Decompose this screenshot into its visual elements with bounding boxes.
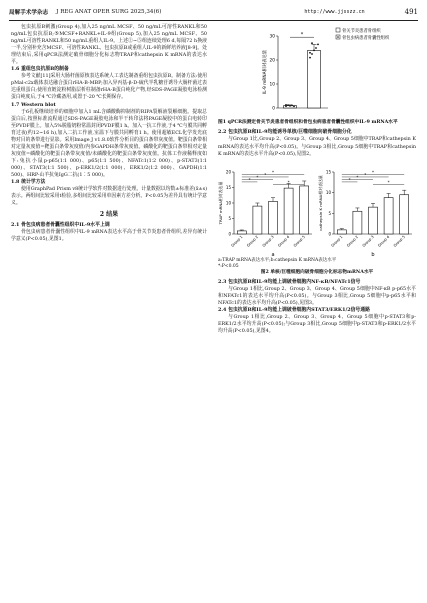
x-tick-label: Group 3 bbox=[361, 234, 375, 248]
legend-swatch-control bbox=[336, 28, 340, 32]
bar-group-5 bbox=[300, 186, 309, 234]
y-tick-label: 0 bbox=[272, 106, 275, 112]
section-heading: 2.1 骨包虫病患者骨囊性组织中IL-9水平上调 bbox=[11, 222, 110, 229]
y-tick-label: 15 bbox=[225, 184, 231, 190]
y-axis-label: cathepsin K mRNA相对表达量 bbox=[318, 174, 323, 231]
section-heading: 1.7 Western blot bbox=[11, 101, 56, 108]
legend-dot bbox=[337, 36, 339, 38]
bar-group-5 bbox=[400, 194, 409, 233]
figure-2-note-sig: *:P<0.05 bbox=[218, 263, 239, 269]
paragraph: 于6孔板继续培养的细胞中加入1 mL含磷酸酶抑制剂的RIPA裂解液裂解细胞。提取总蛋白后,按照标准流程通过SDS-PAGE凝胶电泳和半干转印法将PAGE凝胶中的蛋白电转印至PVDF膜上。加入5%脱脂奶粉常温封闭PVDF膜1 h。加入一抗工作液,于4 ℃与膜共同孵育过夜(约12~16 h),加入二抗工作液,室温下与膜共同孵育1 h。使用超敏ECL化学发光底物对目的条带进行显影。采用Image J v1.8.0软件分析目的蛋白条带灰度值。靶蛋白条带相对定量灰度值=靶蛋白条带灰度值/内参GAPDH条带灰度值。磷酸化的靶蛋白条带相对定量灰度值=磷酸化的靶蛋白条带灰度值/未磷酸化的靶蛋白条带灰度值。抗体工作液稀释度如下:兔抗小鼠p-p65(1∶1 000)、p65(1∶1 500)、NFATc1(1∶2 000)、p-STAT3(1∶1 000)、STAT3(1∶1 500)、p-ERK1/2(1∶1 000)、ERK1/2(1∶2 000)、GAPDH(1∶1 500)、HRP-山羊抗兔IgG二抗(1∶5 000)。 bbox=[11, 108, 207, 178]
x-tick-label: Group 2 bbox=[246, 234, 260, 248]
data-point bbox=[291, 104, 293, 106]
sig-marker: * bbox=[348, 176, 351, 182]
data-point bbox=[287, 104, 289, 106]
y-tick-label: 10 bbox=[225, 200, 231, 206]
data-point bbox=[311, 42, 313, 44]
legend-label-case: 骨包虫病患者骨囊性组织 bbox=[342, 36, 390, 41]
bar-group-2 bbox=[353, 211, 362, 234]
bar-group-1 bbox=[337, 229, 346, 233]
data-point bbox=[309, 57, 311, 59]
bar-group-3 bbox=[369, 207, 378, 234]
data-point bbox=[289, 105, 291, 107]
x-tick-label: Group 4 bbox=[277, 234, 291, 248]
y-tick-label: 15 bbox=[325, 169, 331, 175]
paragraph: 参考文献[11]采用大肠杆菌原核表达系统人工表达制备重组包虫抗原B。制备方法:使用pMal-c2x载体表达融合蛋白rHA-B-MBP;加入异丙基-β-D-硫代半乳糖苷诱导大肠杆菌过表达重组蛋白;使用直链淀粉树脂层析柱制备rHA-B蛋白纯化产物,经SDS-PAGE凝胶电泳检测蛋白纯度后,于4 ℃冷藏备用,或置于-20 ℃长期保存。 bbox=[11, 73, 207, 101]
x-tick-label: Group 5 bbox=[392, 234, 406, 248]
x-tick-label: Group 1 bbox=[330, 234, 344, 248]
paragraph: 使用GraphPad Prism v8统计学软件对数据进行处理。计量数据以均数±标准差(x̄±s)表示。两组间比较采用t检验,多组间比较采用单因素方差分析。P<0.05为差异具有统计学意义。 bbox=[11, 186, 207, 207]
paragraph: 与Group 1比,Group 2、Group 3、Group 4、Group 5细胞中TRAP和cathepsin K mRNA的表达水平均升高(P<0.05)。与Group 3相比,Group 5细胞中TRAP和cathepsin K mRNA的表达水平升高(P<0.05),见图2。 bbox=[218, 136, 416, 157]
bar-2 bbox=[308, 50, 321, 108]
y-tick-label: 5 bbox=[228, 215, 231, 221]
bar-group-1 bbox=[237, 230, 246, 233]
section-heading: 2.4 包虫抗原B和IL-9均能上调破骨细胞内STAT3/ERK1/2信号通路 bbox=[218, 307, 370, 314]
x-tick-label: Group 1 bbox=[230, 234, 244, 248]
section-heading: 2.3 包虫抗原B和IL-9均能上调破骨细胞内NF-κB/NFATc1信号 bbox=[218, 279, 361, 285]
data-point bbox=[317, 44, 319, 46]
bar-group-4 bbox=[284, 188, 293, 234]
figure-1 bbox=[218, 24, 416, 120]
data-point bbox=[313, 50, 315, 52]
bar-group-2 bbox=[253, 206, 262, 234]
panel-label: a bbox=[271, 251, 275, 258]
left-column bbox=[11, 24, 207, 243]
section-heading: 1.8 统计学方法 bbox=[11, 179, 46, 186]
x-tick-label: Group 3 bbox=[261, 234, 275, 248]
bar-group-3 bbox=[269, 201, 278, 234]
sig-marker: * bbox=[364, 171, 367, 177]
figure-2-note bbox=[218, 258, 416, 270]
figure-2-note-text: a:TRAP mRNA表达水平;b:cathepsin K mRNA表达水平 bbox=[218, 257, 337, 263]
paragraph: 包虫抗原B刺激(Group 4),加入25 ng/mL MCSF、50 ng/mL可溶性RANKL和50 ng/mL包虫抗原B;⑤MCSF+RANKL+IL-9组(Group 5),加入25 ng/mL MCSF、50 ng/mL可溶性RANKL和50 ng/mL重组人IL-9。上述②~⑤组连续处理6 d,每隔72 h换液一半,分别补充含MCSF、可溶性RANKL、包虫抗原B或重组人IL-9的新鲜培养液[8-9]。处理结束后,采用qPCR法测定破骨细胞分化标志物TRAP和cathepsin K mRNA的表达水平。 bbox=[11, 24, 207, 66]
data-point bbox=[315, 47, 317, 49]
data-point bbox=[309, 52, 311, 54]
journal-name: 局解手术学杂志 bbox=[9, 10, 49, 16]
journal-name-en: J REG ANAT OPER SURG bbox=[56, 9, 129, 15]
results-heading: 2 结果 bbox=[99, 211, 119, 219]
section-heading: 2.2 包虫抗原B和IL-9均能诱导单核/巨噬细胞向破骨细胞分化 bbox=[218, 129, 352, 136]
figure-2-caption: 图2 单核/巨噬细胞向破骨细胞分化标志物mRNA水平 bbox=[260, 269, 374, 275]
journal-meta bbox=[56, 9, 304, 15]
sig-marker: * bbox=[300, 32, 304, 39]
x-tick-label: Group 5 bbox=[292, 234, 306, 248]
y-axis-label: TRAP mRNA相对表达量 bbox=[218, 181, 223, 224]
journal-url[interactable]: http://www.jjsszz.cn bbox=[304, 9, 365, 15]
right-column bbox=[218, 24, 416, 335]
sig-marker: * bbox=[264, 171, 267, 177]
data-point bbox=[293, 105, 295, 107]
sig-marker: * bbox=[272, 169, 274, 175]
data-point bbox=[311, 53, 313, 55]
y-tick-label: 0 bbox=[228, 231, 231, 237]
x-tick-label: Group 2 bbox=[346, 234, 360, 248]
figure-2 bbox=[218, 158, 416, 258]
legend-label-control: 骨关节炎患者骨组织 bbox=[342, 29, 381, 34]
y-axis-label: IL-9 mRNA相对表达量 bbox=[263, 49, 268, 95]
sig-marker: * bbox=[256, 174, 259, 180]
data-point bbox=[285, 104, 287, 106]
y-tick-label: 0 bbox=[328, 231, 331, 237]
y-tick-label: 30 bbox=[269, 34, 275, 40]
sig-marker: * bbox=[287, 179, 290, 185]
y-tick-label: 5 bbox=[328, 210, 331, 216]
journal-issue: 2025,34(6) bbox=[130, 9, 162, 15]
y-tick-label: 20 bbox=[269, 58, 275, 64]
figure-1-caption: 图1 qPCR法测定骨关节炎患者骨组织和骨包虫病患者骨囊性组织中IL-9 mRNA水平 bbox=[218, 120, 398, 125]
y-tick-label: 10 bbox=[325, 189, 331, 195]
bar-group-4 bbox=[384, 197, 393, 233]
x-tick-label: Group 4 bbox=[377, 234, 391, 248]
paragraph: 与Group 1相比,Group 2、Group 3、Group 4、Group 5细胞中NF-κB p-p65水平和NFATc1的表达水平均升高(P<0.05)。与Group 3相比,Group 5细胞中p-p65水平和NFATc1的表达水平均升高(P<0.05),见图3。 bbox=[218, 286, 416, 307]
page-number: 491 bbox=[404, 8, 418, 16]
sig-marker: * bbox=[248, 176, 251, 182]
y-tick-label: 10 bbox=[269, 82, 275, 88]
running-header bbox=[9, 6, 418, 18]
panel-label: b bbox=[371, 251, 375, 258]
sig-marker: * bbox=[387, 179, 390, 185]
section-heading: 1.6 重组包虫抗原B的制备 bbox=[11, 66, 69, 73]
sig-marker: * bbox=[372, 169, 374, 175]
figure-2-chart bbox=[218, 158, 416, 258]
figure-1-chart bbox=[218, 24, 416, 120]
header-rule bbox=[9, 20, 418, 21]
paragraph: 与Group 1相比,Group 2、Group 3、Group 4、Group 5细胞中p-STAT3和p-ERK1/2水平均升高(P<0.05);与Group 3相比,Group 5细胞中p-STAT3和p-ERK1/2水平均升高(P<0.05),见图4。 bbox=[218, 314, 416, 335]
sig-marker: * bbox=[356, 174, 359, 180]
y-tick-label: 20 bbox=[225, 169, 231, 175]
paragraph: 骨包虫病患者骨囊性组织中IL-9 mRNA表达水平高于骨关节炎患者骨组织,差异有统计学意义(P<0.05),见图1。 bbox=[11, 229, 207, 243]
